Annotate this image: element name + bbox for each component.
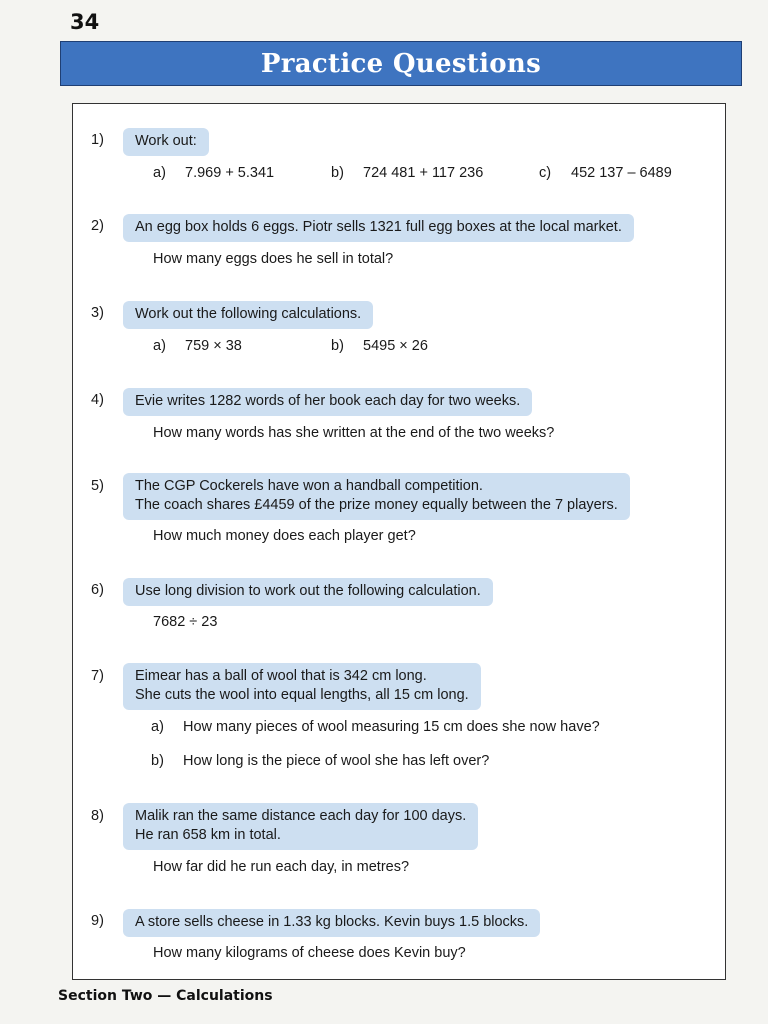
part-b [151,753,489,769]
part-text: How many pieces of wool measuring 15 cm does she now have? [183,719,600,735]
prompt-line: Evie writes 1282 words of her book each day for two weeks. [135,393,521,409]
question-follow-up: How many words has she written at the end of the two weeks? [153,425,555,441]
questions-frame [72,103,726,980]
part-text: 452 137 – 6489 [571,165,672,181]
prompt-line: An egg box holds 6 eggs. Piotr sells 1321 full egg boxes at the local market. [135,219,622,235]
question-prompt [123,388,532,416]
part-c [539,165,672,181]
section-footer: Section Two — Calculations [58,988,273,1004]
prompt-line: The CGP Cockerels have won a handball competition. [135,478,483,494]
question-prompt [123,301,373,329]
part-text: 5495 × 26 [363,338,428,354]
question-number: 3) [91,305,104,321]
part-a [153,165,274,181]
part-label: b) [331,165,344,181]
prompt-line: The coach shares £4459 of the prize money equally between the 7 players. [135,497,618,513]
part-label: a) [151,719,164,735]
part-text: 759 × 38 [185,338,242,354]
part-text: 724 481 + 117 236 [363,165,484,181]
prompt-line: A store sells cheese in 1.33 kg blocks. Kevin buys 1.5 blocks. [135,914,529,930]
question-prompt [123,128,209,156]
part-a [151,719,600,735]
part-b [331,338,428,354]
question-prompt [123,578,493,606]
question-follow-up: How much money does each player get? [153,528,416,544]
prompt-line: She cuts the wool into equal lengths, all 15 cm long. [135,687,469,703]
part-b [331,165,483,181]
prompt-line: Work out the following calculations. [135,306,362,322]
question-prompt [123,803,478,850]
page-number: 34 [70,10,100,34]
question-follow-up: How many eggs does he sell in total? [153,251,394,267]
part-a [153,338,242,354]
question-number: 7) [91,668,104,684]
question-number: 1) [91,132,104,148]
title-banner [60,41,742,86]
question-number: 4) [91,392,104,408]
question-prompt [123,909,540,937]
part-text: How long is the piece of wool she has left over? [183,753,490,769]
question-follow-up: How many kilograms of cheese does Kevin buy? [153,945,466,961]
question-number: 2) [91,218,104,234]
question-number: 5) [91,478,104,494]
part-label: c) [539,165,552,181]
part-label: b) [331,338,344,354]
question-prompt [123,663,481,710]
prompt-line: Malik ran the same distance each day for 100 days. [135,808,467,824]
page-title: Practice Questions [260,48,542,79]
question-follow-up: 7682 ÷ 23 [153,614,218,630]
prompt-line: Work out: [135,133,197,149]
prompt-line: Use long division to work out the following calculation. [135,583,481,599]
question-number: 9) [91,913,104,929]
question-number: 8) [91,808,104,824]
part-label: a) [153,338,166,354]
part-label: a) [153,165,166,181]
prompt-line: He ran 658 km in total. [135,827,281,843]
part-text: 7.969 + 5.341 [185,165,275,181]
part-label: b) [151,753,164,769]
question-prompt [123,214,634,242]
question-number: 6) [91,582,104,598]
prompt-line: Eimear has a ball of wool that is 342 cm long. [135,668,427,684]
question-follow-up: How far did he run each day, in metres? [153,859,410,875]
question-prompt [123,473,630,520]
